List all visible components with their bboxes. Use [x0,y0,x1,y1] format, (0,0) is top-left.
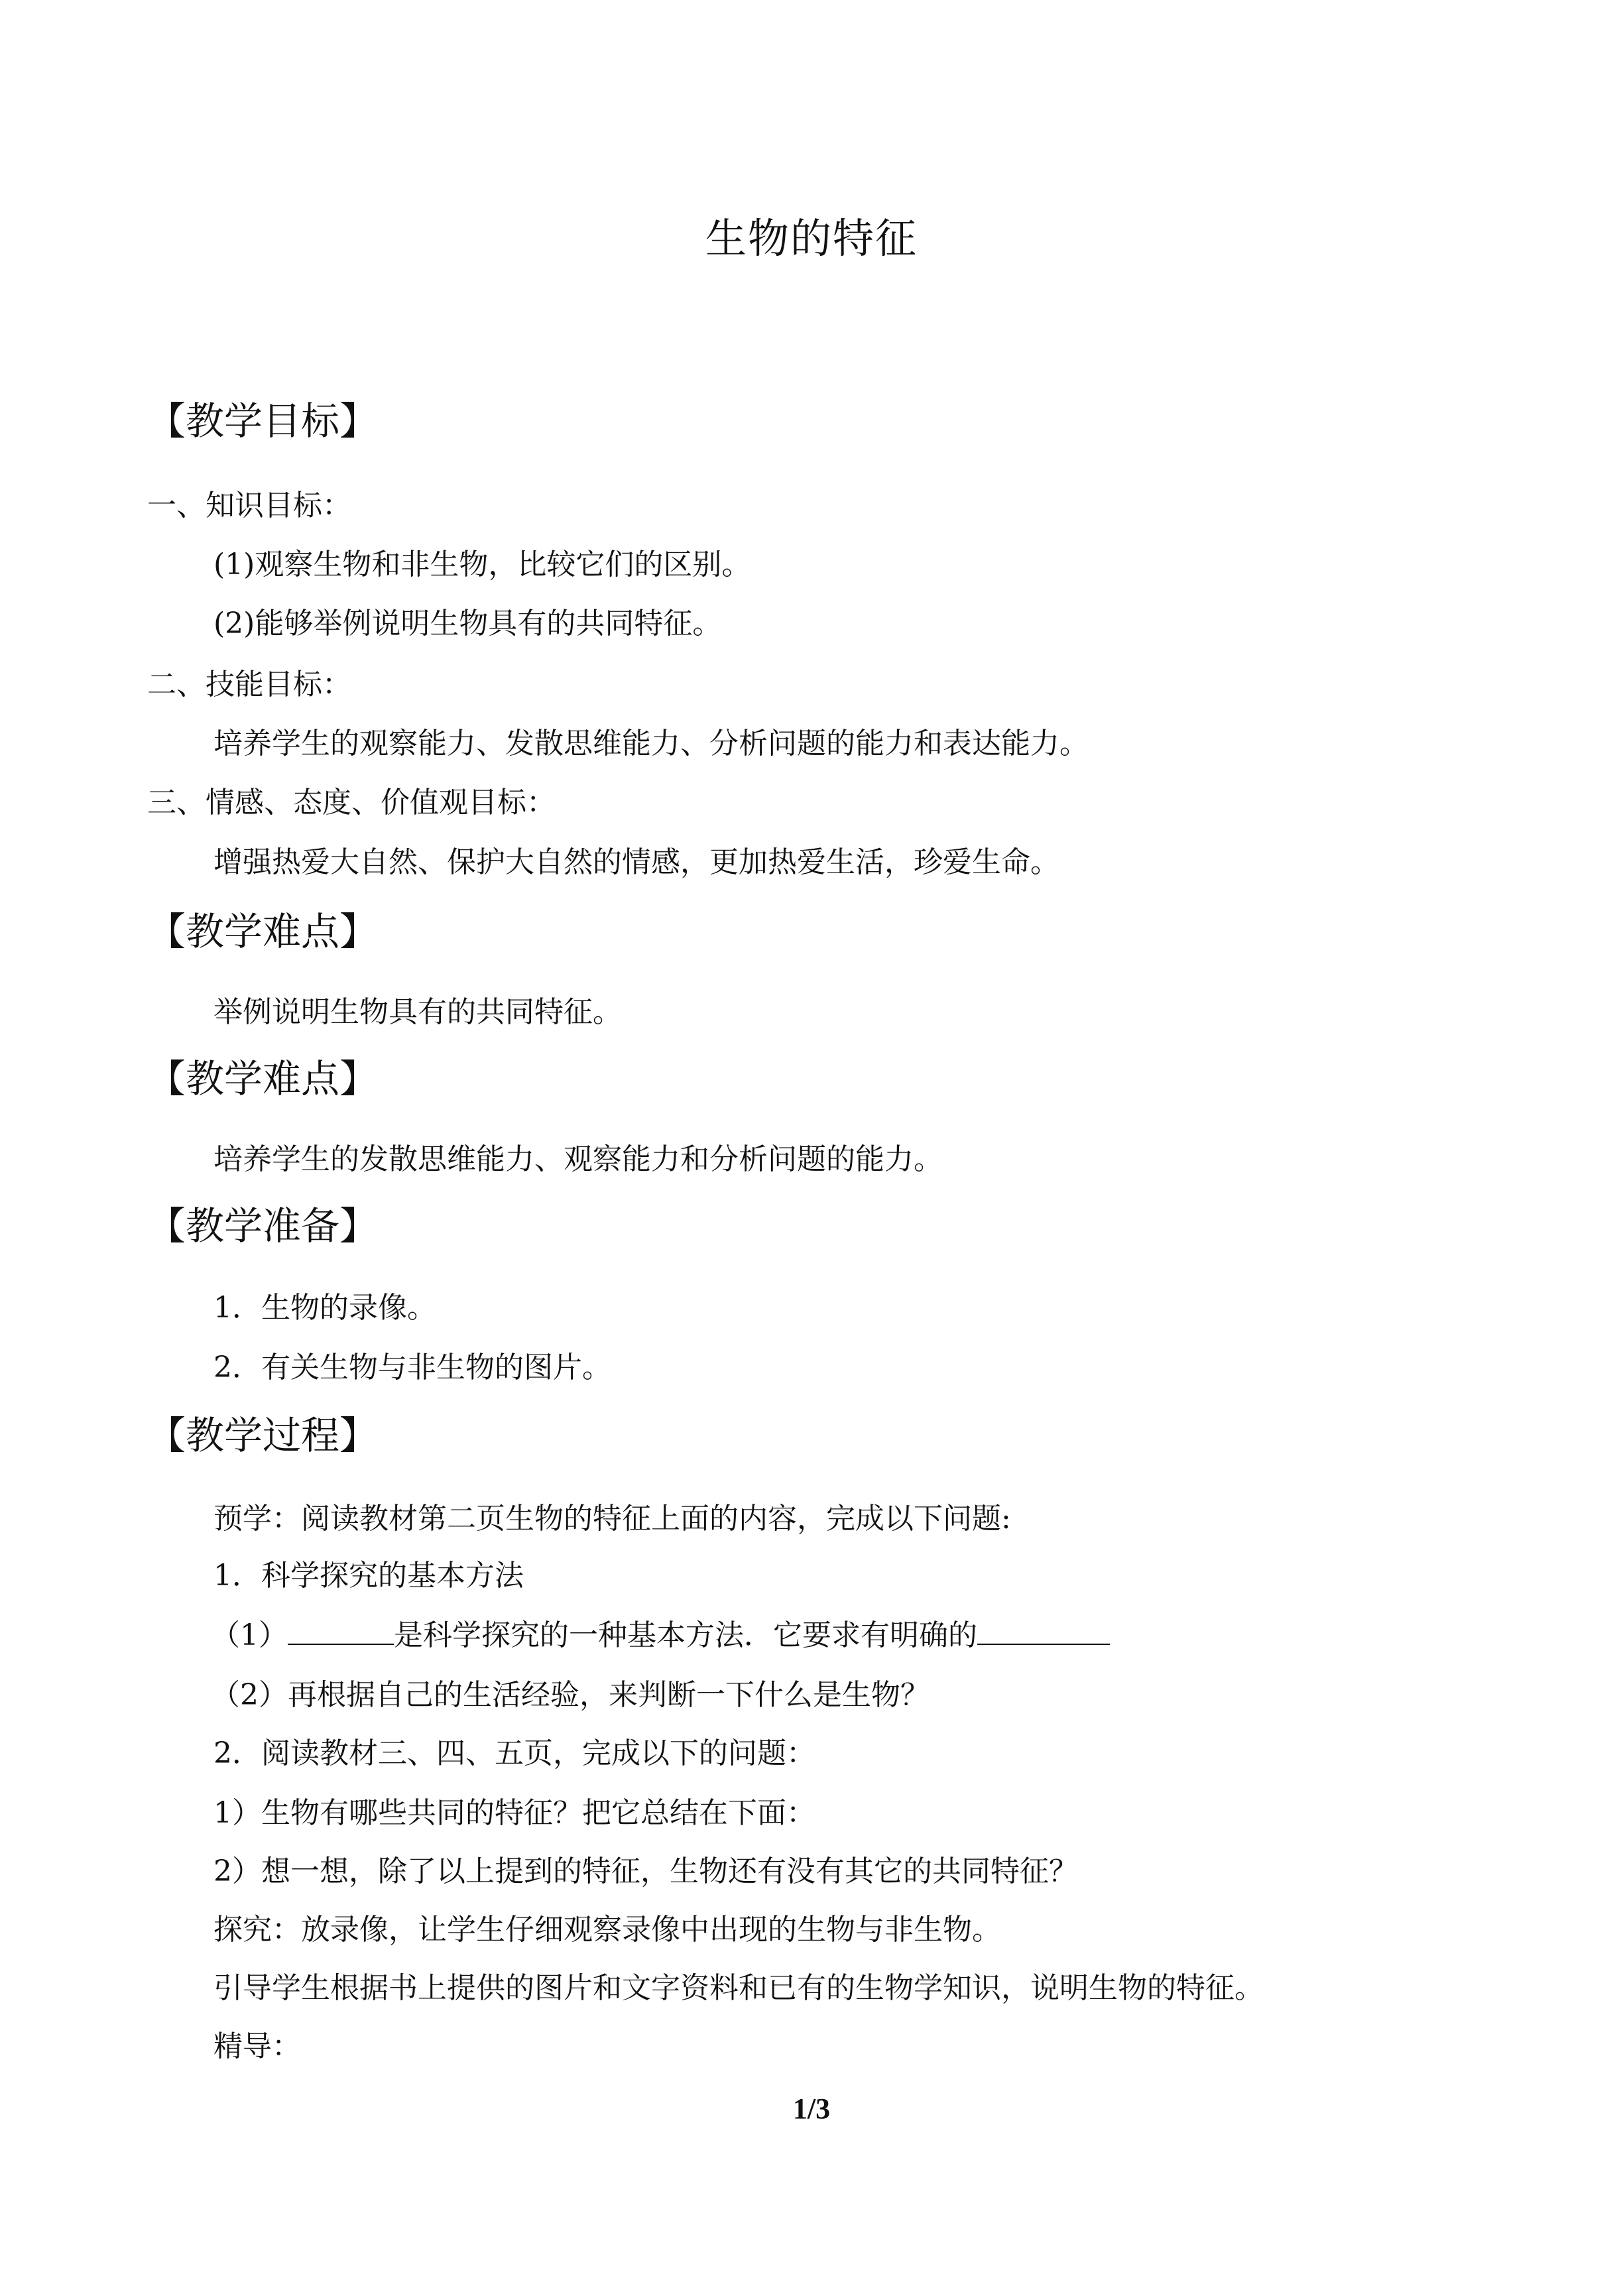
page-number: 1/3 [792,2092,831,2125]
difficulty-1-text: 举例说明生物具有的共同特征。 [213,995,622,1029]
process-question-2b: 2）想一想，除了以上提到的特征，生物还有没有其它的共同特征？ [213,1854,1078,1888]
skill-goals-heading: 二、技能目标： [147,668,351,701]
skill-goal-1: 培养学生的观察能力、发散思维能力、分析问题的能力和表达能力。 [213,727,1089,760]
process-question-2: 2．阅读教材三、四、五页，完成以下的问题： [213,1736,815,1770]
process-guide: 引导学生根据书上提供的图片和文字资料和已有的生物学知识，说明生物的特征。 [213,1971,1264,2005]
process-question-1b: （2）再根据自己的生活经验，来判断一下什么是生物？ [211,1678,930,1712]
q1a-prefix: （1） [211,1618,288,1652]
process-refine: 精导： [213,2029,301,2063]
prep-item-2: 2．有关生物与非生物的图片。 [213,1351,611,1384]
process-question-2a: 1）生物有哪些共同的特征？把它总结在下面： [213,1796,815,1830]
process-explore: 探究：放录像，让学生仔细观察录像中出现的生物与非生物。 [213,1913,1001,1947]
heading-teaching-goals: 【教学目标】 [147,398,379,444]
process-preview: 预学：阅读教材第二页生物的特征上面的内容，完成以下问题: [213,1502,1011,1536]
heading-teaching-difficulty-2: 【教学难点】 [147,1056,379,1101]
knowledge-goal-2: (2)能够举例说明生物具有的共同特征。 [213,607,722,640]
page-title: 生物的特征 [705,214,918,263]
emotion-goals-heading: 三、情感、态度、价值观目标： [147,786,556,819]
heading-teaching-difficulty-1: 【教学难点】 [147,909,379,954]
fill-blank-2 [977,1617,1110,1645]
process-question-1: 1．科学探究的基本方法 [213,1559,524,1593]
knowledge-goal-1: (1)观察生物和非生物，比较它们的区别。 [213,548,751,581]
prep-item-1: 1．生物的录像。 [213,1291,436,1325]
process-question-1a [211,1611,1110,1654]
knowledge-goals-heading: 一、知识目标： [147,489,351,522]
emotion-goal-1: 增强热爱大自然、保护大自然的情感，更加热爱生活，珍爱生命。 [213,845,1059,879]
q1a-text: 是科学探究的一种基本方法．它要求有明确的 [394,1618,977,1652]
heading-teaching-process: 【教学过程】 [147,1413,379,1458]
heading-teaching-prep: 【教学准备】 [147,1203,379,1248]
fill-blank-1 [288,1617,394,1645]
difficulty-2-text: 培养学生的发散思维能力、观察能力和分析问题的能力。 [213,1142,943,1176]
